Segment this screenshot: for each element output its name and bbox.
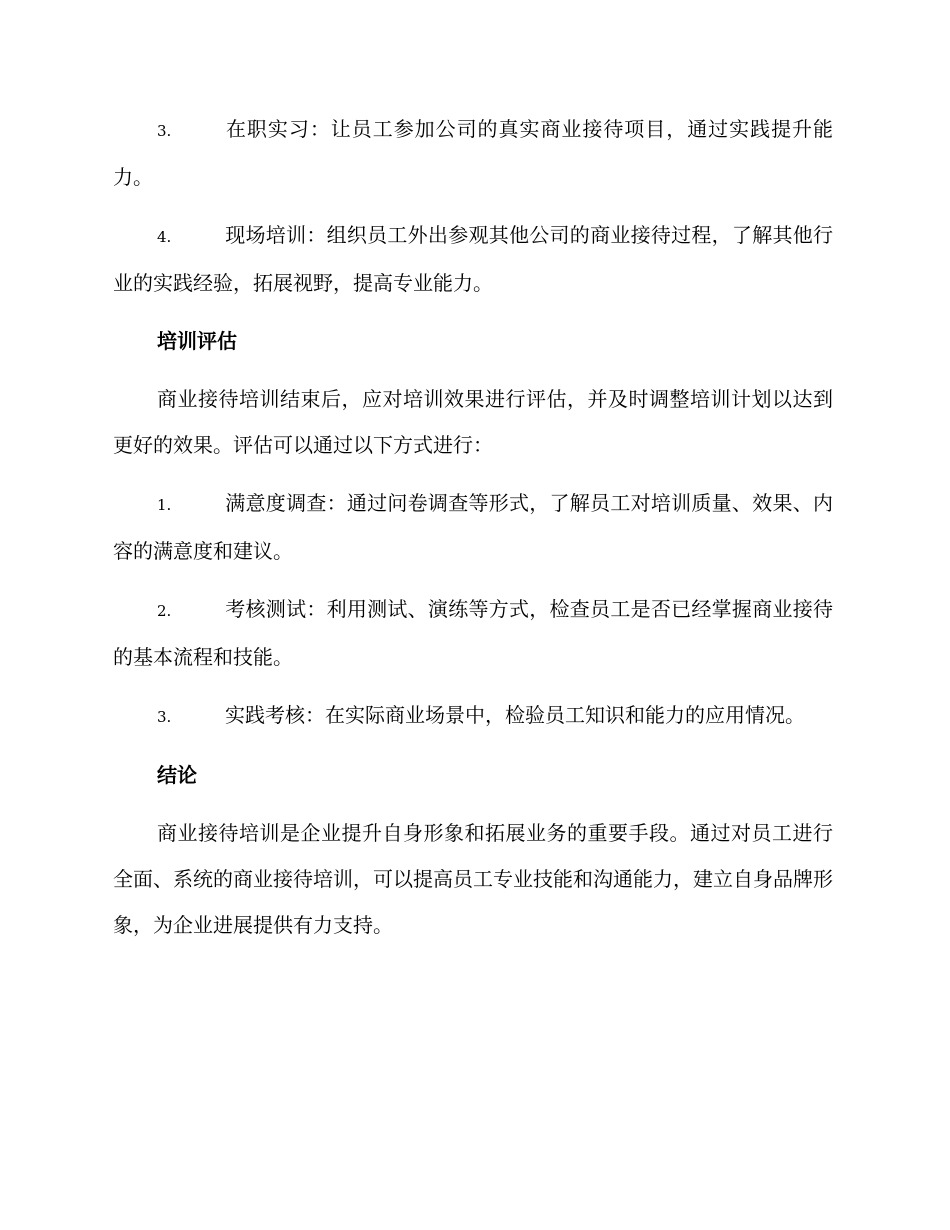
list-item bbox=[113, 212, 833, 306]
list-item-text: 满意度调查：通过问卷调查等形式，了解员工对培训质量、效果、内容的满意度和建议。 bbox=[113, 491, 833, 563]
list-item bbox=[113, 586, 833, 680]
list-item-number: 3. bbox=[157, 122, 172, 140]
conclusion-paragraph: 商业接待培训是企业提升自身形象和拓展业务的重要手段。通过对员工进行全面、系统的商业接待培训，可以提高员工专业技能和沟通能力，建立自身品牌形象，为企业进展提供有力支持。 bbox=[113, 821, 833, 937]
evaluation-intro-paragraph: 商业接待培训结束后，应对培训效果进行评估，并及时调整培训计划以达到更好的效果。评估可以通过以下方式进行： bbox=[113, 387, 833, 457]
list-item bbox=[113, 692, 833, 740]
list-item-text: 考核测试：利用测试、演练等方式，检查员工是否已经掌握商业接待的基本流程和技能。 bbox=[113, 597, 833, 669]
list-item-number: 2. bbox=[157, 602, 172, 620]
list-item-number: 4. bbox=[157, 228, 172, 246]
list-item-number: 1. bbox=[157, 496, 172, 514]
list-item-text: 现场培训：组织员工外出参观其他公司的商业接待过程，了解其他行业的实践经验，拓展视野，提高专业能力。 bbox=[113, 223, 833, 295]
document-body bbox=[113, 106, 833, 960]
list-item-text: 在职实习：让员工参加公司的真实商业接待项目，通过实践提升能力。 bbox=[113, 117, 833, 189]
list-item bbox=[113, 480, 833, 574]
section-heading-evaluation: 培训评估 bbox=[157, 329, 237, 353]
list-item-text: 实践考核：在实际商业场景中，检验员工知识和能力的应用情况。 bbox=[225, 703, 805, 727]
list-item-number: 3. bbox=[157, 708, 172, 726]
section-heading-conclusion: 结论 bbox=[157, 763, 197, 787]
list-item bbox=[113, 106, 833, 200]
